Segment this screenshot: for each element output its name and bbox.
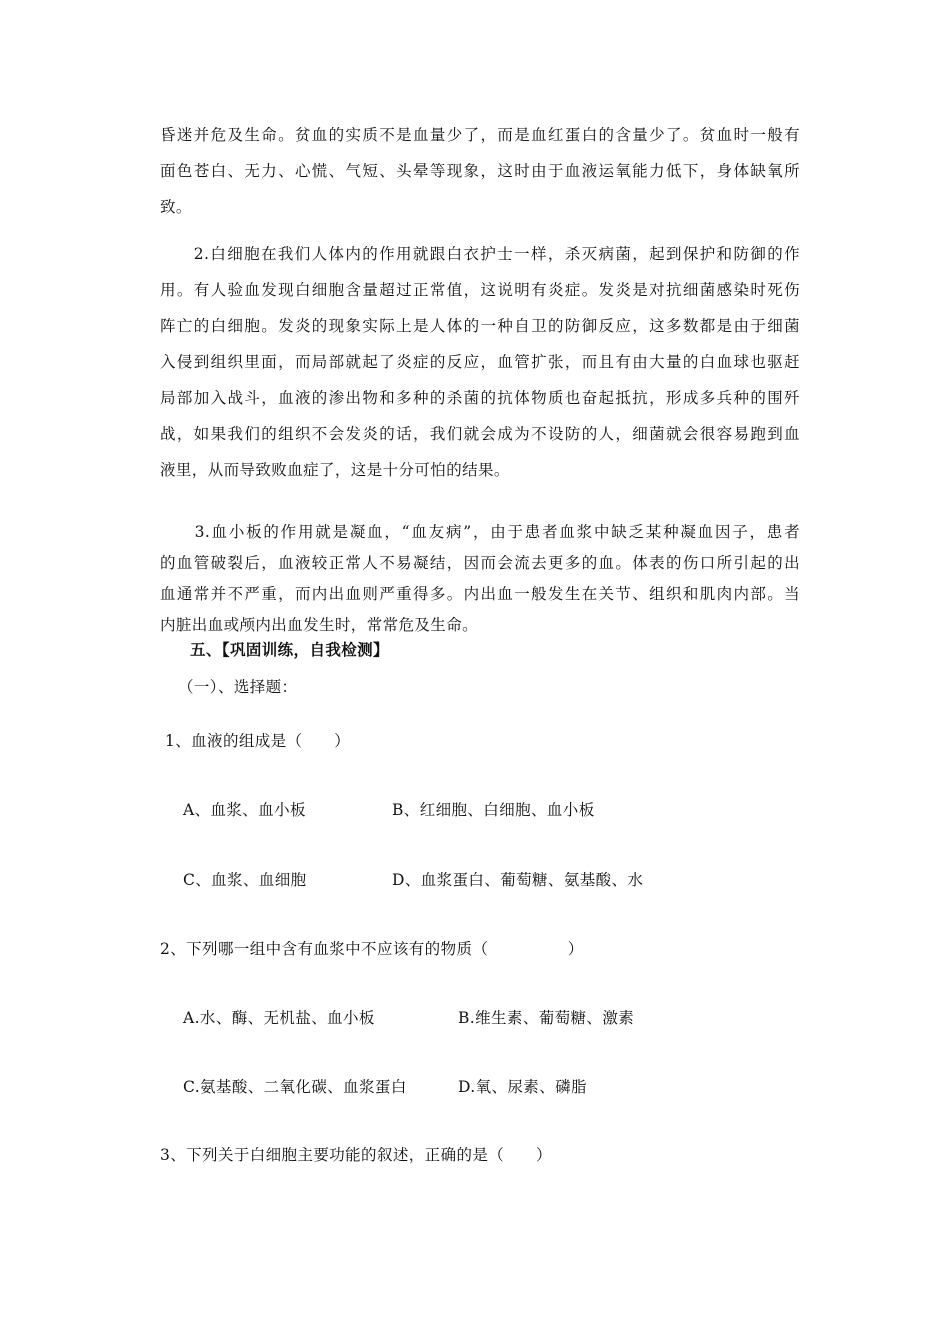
section-heading: 五、【巩固训练，自我检测】 <box>190 640 389 659</box>
question-1-option-b: B、红细胞、白细胞、血小板 <box>392 801 595 819</box>
question-1-option-d: D、血浆蛋白、葡萄糖、氨基酸、水 <box>392 871 644 889</box>
text-line: 致。 <box>160 198 192 216</box>
text-line: 昏迷并危及生命。贫血的实质不是血量少了，而是血红蛋白的含量少了。贫血时一般有 <box>160 126 800 144</box>
paragraph-platelets <box>160 517 800 641</box>
question-2-option-b: B.维生素、葡萄糖、激素 <box>458 1009 635 1027</box>
question-1-option-a: A、血浆、血小板 <box>183 801 306 819</box>
text-line: 用。有人验血发现白细胞含量超过正常值，这说明有炎症。发炎是对抗细菌感染时死伤 <box>160 281 800 299</box>
section-sub-heading: （一）、选择题： <box>178 678 298 696</box>
text-line: 血通常并不严重，而内出血则严重得多。内出血一般发生在关节、组织和肌肉内部。当 <box>160 585 800 603</box>
question-2-option-a: A.水、酶、无机盐、血小板 <box>183 1009 375 1027</box>
text-line: 战，如果我们的组织不会发炎的话，我们就会成为不设防的人，细菌就会很容易跑到血 <box>160 425 800 443</box>
paragraph-anemia <box>160 117 800 225</box>
question-3-stem: 3、下列关于白细胞主要功能的叙述，正确的是（ ） <box>160 1146 552 1164</box>
text-line: 入侵到组织里面，而局部就起了炎症的反应，血管扩张，而且有由大量的白血球也驱赶 <box>160 353 800 371</box>
question-2-option-d: D.氧、尿素、磷脂 <box>458 1078 587 1096</box>
text-line: 的血管破裂后，血液较正常人不易凝结，因而会流去更多的血。体表的伤口所引起的出 <box>160 554 800 572</box>
question-1-option-c: C、血浆、血细胞 <box>183 871 307 889</box>
text-line: 面色苍白、无力、心慌、气短、头晕等现象，这时由于血液运氧能力低下，身体缺氧所 <box>160 162 800 180</box>
question-2-stem: 2、下列哪一组中含有血浆中不应该有的物质（ ） <box>160 940 584 958</box>
text-line: 液里，从而导致败血症了，这是十分可怕的结果。 <box>160 461 510 479</box>
text-line: 局部加入战斗，血液的渗出物和多种的杀菌的抗体物质也奋起抵抗，形成多兵种的围歼 <box>160 389 800 407</box>
text-line: 3.血小板的作用就是凝血，“血友病”，由于患者血浆中缺乏某种凝血因子，患者 <box>160 523 800 541</box>
question-1-stem: 1、血液的组成是（ ） <box>165 732 351 750</box>
text-line: 2.白细胞在我们人体内的作用就跟白衣护士一样，杀灭病菌，起到保护和防御的作 <box>160 245 800 263</box>
text-line: 内脏出血或颅内出血发生时，常常危及生命。 <box>160 616 479 634</box>
question-2-option-c: C.氨基酸、二氧化碳、血浆蛋白 <box>183 1078 407 1096</box>
paragraph-white-blood-cells <box>160 236 800 488</box>
text-line: 阵亡的白细胞。发炎的现象实际上是人体的一种自卫的防御反应，这多数都是由于细菌 <box>160 317 800 335</box>
